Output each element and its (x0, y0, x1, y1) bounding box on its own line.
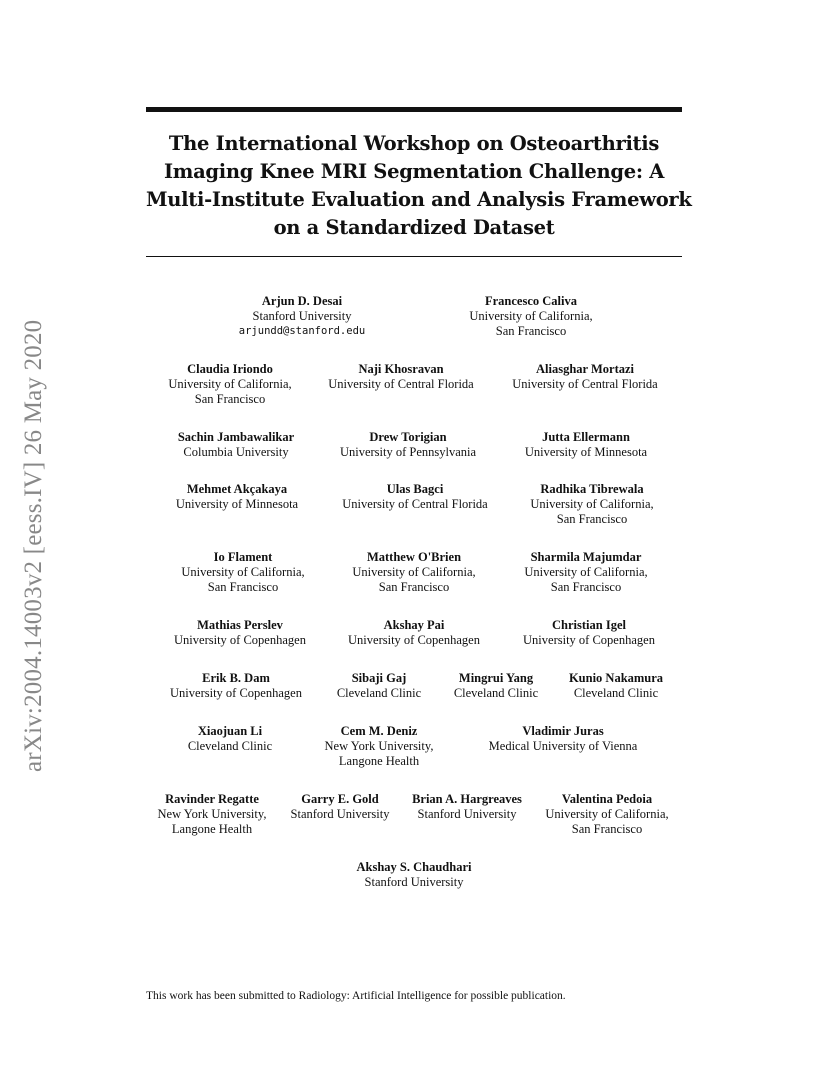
author-affiliation: Medical University of Vienna (488, 739, 638, 753)
author-name: Matthew O'Brien (366, 550, 462, 564)
author-affiliation: Cleveland Clinic (573, 686, 659, 700)
author-name: Ulas Bagci (386, 482, 444, 496)
title-line: Imaging Knee MRI Segmentation Challenge: A (163, 160, 665, 183)
author-block (325, 482, 505, 512)
author-affiliation: New York University, Langone Health (157, 807, 267, 836)
author-name: Ravinder Regatte (165, 792, 259, 806)
author-block (324, 860, 504, 890)
author-affiliation: Stanford University (290, 807, 390, 821)
author-affiliation: University of California, San Francisco (469, 309, 593, 338)
author-name: Drew Torigian (369, 430, 447, 444)
title-line: The International Workshop on Osteoarthritis (168, 132, 660, 155)
author-block (150, 618, 330, 648)
author-name: Mingrui Yang (458, 671, 534, 685)
title-bottom-rule (146, 256, 682, 257)
author-block (496, 550, 676, 595)
author-name: Mehmet Akçakaya (186, 482, 288, 496)
author-affiliation: Stanford University (417, 807, 517, 821)
author-affiliation: University of California, San Francisco (181, 565, 305, 594)
author-affiliation: University of California, San Francisco (168, 377, 292, 406)
author-affiliation: University of Central Florida (342, 497, 488, 511)
author-affiliation: University of Central Florida (328, 377, 474, 391)
author-block (140, 362, 320, 407)
author-block (441, 294, 621, 339)
author-name: Jutta Ellermann (542, 430, 630, 444)
author-name: Aliasghar Mortazi (535, 362, 635, 376)
author-affiliation: University of Central Florida (512, 377, 658, 391)
author-block (517, 792, 697, 837)
author-block (153, 550, 333, 595)
author-block (473, 724, 653, 754)
author-affiliation: University of California, San Francisco (352, 565, 476, 594)
author-affiliation: University of Copenhagen (523, 633, 655, 647)
author-name: Erik B. Dam (202, 671, 270, 685)
author-name: Kunio Nakamura (568, 671, 664, 685)
author-affiliation: University of California, San Francisco (545, 807, 669, 836)
author-affiliation: University of California, San Francisco (524, 565, 648, 594)
author-name: Brian A. Hargreaves (412, 792, 522, 806)
author-email: arjundd@stanford.edu (238, 325, 366, 337)
author-block (146, 430, 326, 460)
author-affiliation: University of Copenhagen (170, 686, 302, 700)
author-affiliation: Stanford University (364, 875, 464, 889)
author-block (212, 294, 392, 339)
author-name: Garry E. Gold (301, 792, 379, 806)
author-affiliation: University of California, San Francisco (530, 497, 654, 526)
author-name: Valentina Pedoia (561, 792, 653, 806)
submission-footnote: This work has been submitted to Radiology: Artificial Intelligence for possible publication. (146, 990, 566, 1002)
author-name: Io Flament (213, 550, 273, 564)
author-block (502, 482, 682, 527)
author-name: Claudia Iriondo (187, 362, 273, 376)
title-line: on a Standardized Dataset (273, 216, 555, 239)
author-name: Cem M. Deniz (340, 724, 418, 738)
author-name: Radhika Tibrewala (540, 482, 644, 496)
author-name: Francesco Caliva (485, 294, 577, 308)
author-affiliation: University of Copenhagen (348, 633, 480, 647)
arxiv-sidebar-stamp: arXiv:2004.14003v2 [eess.IV] 26 May 2020 (20, 319, 47, 772)
author-affiliation: Cleveland Clinic (453, 686, 539, 700)
author-block (499, 618, 679, 648)
author-affiliation: Cleveland Clinic (187, 739, 273, 753)
author-name: Akshay S. Chaudhari (356, 860, 472, 874)
author-name: Vladimir Juras (522, 724, 604, 738)
author-affiliation: Cleveland Clinic (336, 686, 422, 700)
author-name: Arjun D. Desai (261, 294, 343, 308)
author-block (496, 430, 676, 460)
author-name: Sharmila Majumdar (530, 550, 642, 564)
title-line: Multi-Institute Evaluation and Analysis Framework (146, 188, 692, 211)
author-name: Naji Khosravan (358, 362, 444, 376)
author-block (147, 482, 327, 512)
author-affiliation: New York University, Langone Health (324, 739, 434, 768)
author-affiliation: Stanford University (252, 309, 352, 323)
author-affiliation: Columbia University (183, 445, 289, 459)
author-affiliation: University of Copenhagen (174, 633, 306, 647)
author-name: Christian Igel (552, 618, 626, 632)
author-name: Mathias Perslev (197, 618, 283, 632)
author-name: Sachin Jambawalikar (177, 430, 295, 444)
author-block (289, 724, 469, 769)
author-block (311, 362, 491, 392)
title-top-rule (146, 107, 682, 112)
author-affiliation: University of Pennsylvania (339, 445, 477, 459)
author-affiliation: University of Minnesota (524, 445, 648, 459)
author-name: Akshay Pai (383, 618, 445, 632)
author-block (526, 671, 706, 701)
paper-title (146, 130, 692, 242)
author-block (318, 430, 498, 460)
author-block (324, 550, 504, 595)
author-name: Sibaji Gaj (351, 671, 407, 685)
author-name: Xiaojuan Li (197, 724, 263, 738)
author-affiliation: University of Minnesota (175, 497, 299, 511)
author-block (324, 618, 504, 648)
author-block (495, 362, 675, 392)
